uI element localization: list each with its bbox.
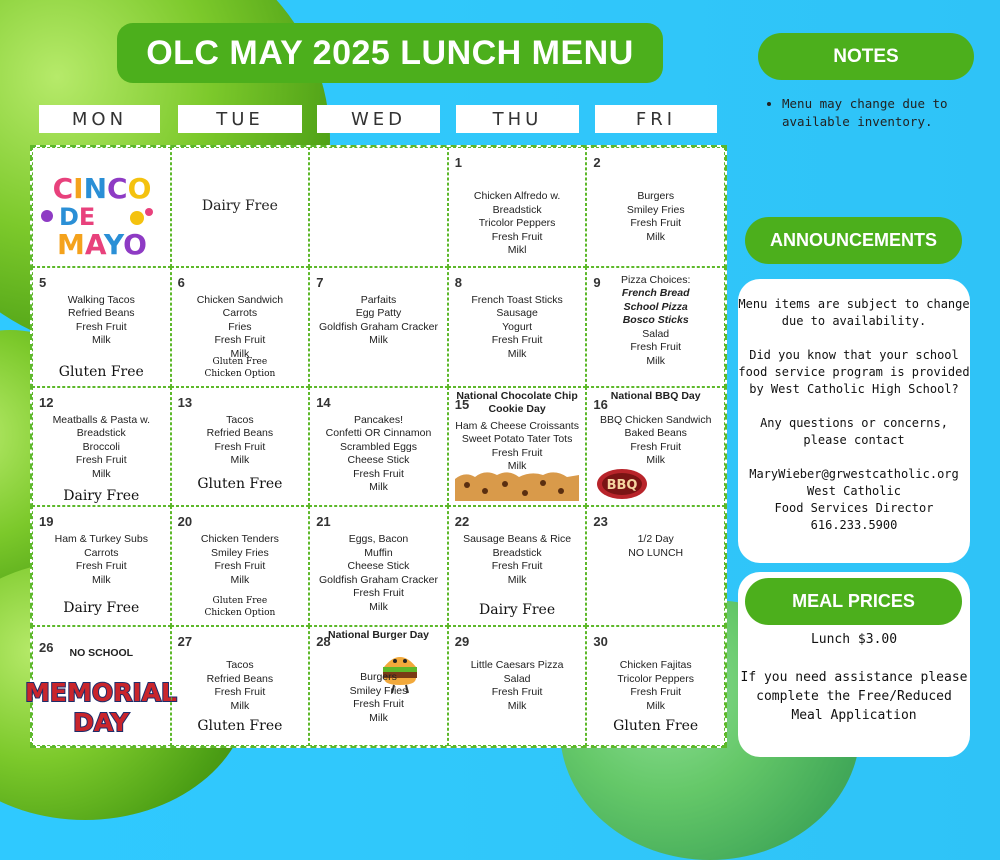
menu-item: Fresh Fruit (75, 454, 127, 467)
day-header-tue: TUE (178, 105, 302, 133)
menu-item: Walking Tacos (67, 293, 135, 306)
day-number: 9 (593, 274, 601, 290)
menu-item: Breadstick (492, 203, 542, 216)
gluten-free-tag: Gluten Free (613, 717, 699, 734)
menu-item: Tacos (226, 659, 254, 672)
menu-item: Chicken Tenders (200, 533, 279, 546)
menu-item: Milk (369, 711, 388, 724)
menu-item: Milk (91, 467, 111, 480)
menu-item: Broccoli (82, 440, 120, 453)
day-number: 13 (177, 394, 193, 410)
menu-item: Fresh Fruit (353, 587, 404, 600)
menu-item: Fresh Fruit (214, 560, 266, 573)
menu-item: Milk (507, 347, 527, 360)
menu-item: Refried Beans (68, 307, 135, 320)
gluten-free-tag: Gluten Free (197, 475, 283, 492)
menu-list (312, 533, 445, 614)
day-number: 30 (593, 634, 608, 650)
menu-item: Sausage Beans & Rice (463, 533, 572, 546)
menu-item: Ham & Turkey Subs (54, 533, 148, 546)
calendar-cell (586, 506, 725, 626)
announcements-card (738, 279, 970, 563)
menu-item: Milk (91, 573, 111, 586)
menu-item: Fresh Fruit (630, 341, 682, 354)
calendar-cell (448, 506, 587, 626)
menu-item: NO LUNCH (628, 546, 684, 559)
menu-list (589, 190, 722, 244)
menu-item: Fresh Fruit (491, 560, 543, 573)
menu-item: Milk (369, 600, 388, 613)
day-header-fri: FRI (595, 105, 717, 133)
menu-item: Sausage (496, 307, 538, 320)
menu-item: Carrots (222, 307, 258, 320)
memorial-day-icon (25, 675, 177, 738)
menu-item: Fresh Fruit (491, 686, 543, 699)
calendar-cell (309, 147, 448, 267)
menu-item: Fresh Fruit (491, 446, 543, 459)
svg-text:MAYO: MAYO (57, 228, 147, 261)
day-number: 22 (454, 514, 470, 530)
cinco-de-mayo-icon (39, 168, 165, 261)
day-number: 12 (39, 394, 54, 410)
menu-item: Goldfish Graham Cracker (318, 573, 439, 586)
assistance-text: If you need assistance please complete the Free/Reduced Meal Application (740, 670, 968, 723)
announcement-text: Any questions or concerns, please contact (760, 416, 948, 447)
menu-list (589, 659, 722, 713)
menu-item: Chicken Sandwich (196, 293, 284, 306)
menu-item: Milk (507, 460, 527, 473)
menu-item: Milk (230, 573, 250, 586)
gluten-free-option-tag (172, 356, 309, 380)
svg-text:DAY: DAY (73, 708, 129, 738)
calendar-cell (448, 387, 587, 507)
menu-item: Milk (507, 573, 527, 586)
menu-item: Yogurt (502, 320, 533, 333)
menu-item: Fresh Fruit (75, 320, 127, 333)
menu-item: Milk (230, 699, 250, 712)
calendar-cell (586, 147, 725, 267)
calendar-cell (448, 267, 587, 387)
menu-list (451, 190, 584, 258)
menu-list (174, 294, 307, 362)
calendar-cell (586, 387, 725, 507)
menu-item: Smiley Fries (349, 684, 408, 697)
calendar-cell (171, 387, 310, 507)
day-number: 29 (454, 634, 470, 650)
menu-item: Fresh Fruit (214, 440, 266, 453)
tag-line: Chicken Option (204, 368, 276, 379)
no-school-label: NO SCHOOL (69, 647, 134, 660)
day-number: 7 (316, 274, 324, 290)
menu-item: Burgers (360, 671, 397, 684)
menu-item: Scrambled Eggs (339, 440, 418, 453)
day-number: 14 (316, 394, 331, 410)
menu-item: Cheese Stick (347, 454, 410, 467)
day-number: 21 (316, 514, 331, 530)
announcement-text: Menu items are subject to change due to availability. (738, 297, 970, 328)
menu-item: Fresh Fruit (353, 467, 404, 480)
calendar-cell-cinco (32, 147, 171, 267)
contact-phone: 616.233.5900 (810, 518, 898, 532)
calendar-cell (309, 626, 448, 746)
gluten-free-tag: Gluten Free (197, 717, 283, 734)
event-title: National BBQ Day (610, 389, 701, 402)
menu-item: Fresh Fruit (630, 440, 682, 453)
menu-item: Goldfish Graham Cracker (318, 320, 439, 333)
svg-text:CINCO: CINCO (52, 172, 152, 205)
contact-role: Food Services Director (774, 501, 934, 515)
pizza-choice: School Pizza (623, 300, 688, 313)
menu-list (589, 414, 722, 468)
day-number: 27 (177, 634, 193, 650)
menu-list (451, 420, 584, 474)
menu-item: Breadstick (76, 427, 126, 440)
menu-item: Confetti OR Cinnamon (325, 427, 432, 440)
menu-list (451, 294, 584, 362)
calendar-cell (171, 626, 310, 746)
day-number: 8 (454, 274, 463, 290)
menu-item: Chicken Alfredo w. (473, 190, 561, 202)
menu-item: Breadstick (492, 546, 542, 559)
menu-item: Salad (503, 672, 531, 685)
menu-item: Tricolor Peppers (478, 217, 556, 229)
gluten-free-tag: Gluten Free (58, 364, 144, 381)
announcements-heading: ANNOUNCEMENTS (745, 217, 962, 264)
day-number: 5 (39, 274, 47, 290)
announcement-text: Did you know that your school food service program is provided by West Catholic High School? (738, 348, 970, 396)
menu-list (35, 414, 168, 482)
menu-item: Pancakes! (353, 413, 403, 426)
meal-prices-heading: MEAL PRICES (745, 578, 962, 625)
menu-list (312, 294, 445, 348)
day-header-wed: WED (317, 105, 440, 133)
notes-list (768, 95, 978, 131)
day-number: 6 (177, 274, 185, 290)
menu-item: Milk (369, 334, 388, 347)
menu-item: Fresh Fruit (630, 217, 682, 229)
calendar-grid (25, 145, 727, 748)
svg-text:MEMORIAL: MEMORIAL (25, 678, 177, 708)
lunch-price: Lunch $3.00 (810, 632, 898, 647)
menu-list (451, 533, 584, 587)
day-number: 2 (593, 155, 601, 170)
menu-item: Mikl (507, 244, 527, 256)
dairy-free-tag: Dairy Free (63, 487, 140, 504)
day-number: 23 (593, 514, 608, 530)
menu-item: Fresh Fruit (630, 686, 682, 699)
day-number: 19 (39, 514, 54, 530)
event-line: National Chocolate Chip (456, 389, 578, 402)
menu-item: Baked Beans (624, 427, 687, 440)
tag-line: Chicken Option (204, 608, 276, 619)
calendar-cell (586, 267, 725, 387)
menu-list (35, 294, 168, 348)
day-number: 20 (177, 514, 193, 530)
menu-item: Eggs, Bacon (348, 533, 409, 546)
cookies-icon (455, 469, 579, 501)
menu-item: Tricolor Peppers (617, 672, 695, 685)
menu-list (312, 671, 445, 725)
menu-item: Refried Beans (206, 672, 274, 685)
menu-item: Milk (230, 347, 250, 360)
menu-item: Milk (369, 481, 388, 494)
gluten-free-option-tag (172, 595, 309, 619)
menu-item: Ham & Cheese Croissants (455, 419, 579, 432)
svg-text:DE: DE (59, 203, 96, 231)
menu-item: Milk (230, 454, 250, 467)
notes-heading: NOTES (758, 33, 974, 80)
menu-list (35, 533, 168, 587)
menu-item: Milk (646, 699, 666, 712)
calendar-cell (448, 626, 587, 746)
menu-item: Fresh Fruit (214, 686, 266, 699)
menu-item: 1/2 Day (637, 533, 674, 546)
bbq-logo-icon (595, 467, 649, 501)
menu-heading: Pizza Choices: (620, 273, 691, 286)
menu-item: Smiley Fries (626, 203, 685, 216)
note-item: • Menu may change due to available inventory. (782, 95, 978, 131)
menu-item: Chicken Fajitas (619, 659, 692, 672)
menu-list (589, 533, 722, 560)
menu-item: French Toast Sticks (471, 293, 563, 306)
menu-item: Milk (507, 699, 527, 712)
menu-item: Salad (642, 327, 670, 340)
calendar-cell (309, 506, 448, 626)
contact-org: West Catholic (807, 484, 901, 498)
page-title: OLC MAY 2025 LUNCH MENU (117, 23, 663, 83)
calendar-cell (32, 267, 171, 387)
day-header-mon: MON (39, 105, 160, 133)
menu-item: Carrots (84, 546, 119, 559)
day-number: 16 (593, 396, 608, 412)
menu-item: Little Caesars Pizza (470, 659, 564, 672)
menu-item: Cheese Stick (347, 560, 410, 573)
calendar-cell (32, 387, 171, 507)
calendar-cell (171, 147, 310, 267)
menu-list (312, 414, 445, 495)
day-number: 26 (39, 640, 54, 656)
menu-item: Burgers (637, 190, 675, 202)
calendar-cell (32, 506, 171, 626)
menu-item: Fries (228, 320, 252, 333)
menu-list (451, 659, 584, 713)
menu-item: Milk (646, 230, 666, 243)
tag-line: Gluten Free (212, 356, 268, 367)
dairy-free-tag: Dairy Free (201, 198, 278, 214)
menu-item: BBQ Chicken Sandwich (599, 413, 712, 426)
day-header-thu: THU (456, 105, 579, 133)
menu-list (174, 414, 307, 468)
menu-item: Fresh Fruit (75, 560, 127, 573)
menu-item: Milk (646, 354, 666, 367)
menu-item: Muffin (364, 546, 393, 559)
menu-item: Sweet Potato Tater Tots (461, 433, 573, 446)
event-title: National Burger Day (328, 629, 429, 642)
event-line: Cookie Day (488, 402, 546, 415)
menu-item: Fresh Fruit (214, 334, 266, 347)
contact-email: MaryWieber@grwestcatholic.org (749, 467, 959, 481)
menu-item: Meatballs & Pasta w. (52, 413, 151, 426)
menu-list (589, 274, 722, 369)
day-number: 15 (454, 396, 470, 412)
calendar-cell (448, 147, 587, 267)
calendar-cell (171, 506, 310, 626)
menu-list (174, 533, 307, 587)
menu-item: Fresh Fruit (491, 230, 543, 243)
pizza-choice: Bosco Sticks (622, 314, 689, 327)
day-number: 1 (454, 155, 463, 170)
dairy-free-tag: Dairy Free (479, 601, 556, 618)
dairy-free-tag: Dairy Free (63, 599, 140, 616)
calendar-cell (25, 626, 177, 746)
menu-item: Fresh Fruit (491, 334, 543, 347)
menu-item: Tacos (226, 413, 254, 426)
menu-item: Refried Beans (206, 427, 274, 440)
menu-item: Fresh Fruit (353, 698, 404, 711)
pizza-choice: French Bread (621, 287, 690, 300)
menu-list (174, 659, 307, 713)
svg-text:BBQ: BBQ (606, 478, 638, 494)
menu-item: Milk (91, 334, 111, 347)
event-title (449, 390, 586, 416)
calendar-cell (309, 267, 448, 387)
calendar-cell (171, 267, 310, 387)
menu-item: Parfaits (360, 293, 397, 306)
calendar-cell (309, 387, 448, 507)
tag-line: Gluten Free (212, 596, 268, 607)
day-number: 28 (316, 634, 331, 650)
calendar-cell (586, 626, 725, 746)
menu-item: Smiley Fries (211, 546, 269, 559)
menu-item: Egg Patty (355, 307, 402, 320)
menu-item: Milk (646, 454, 666, 467)
